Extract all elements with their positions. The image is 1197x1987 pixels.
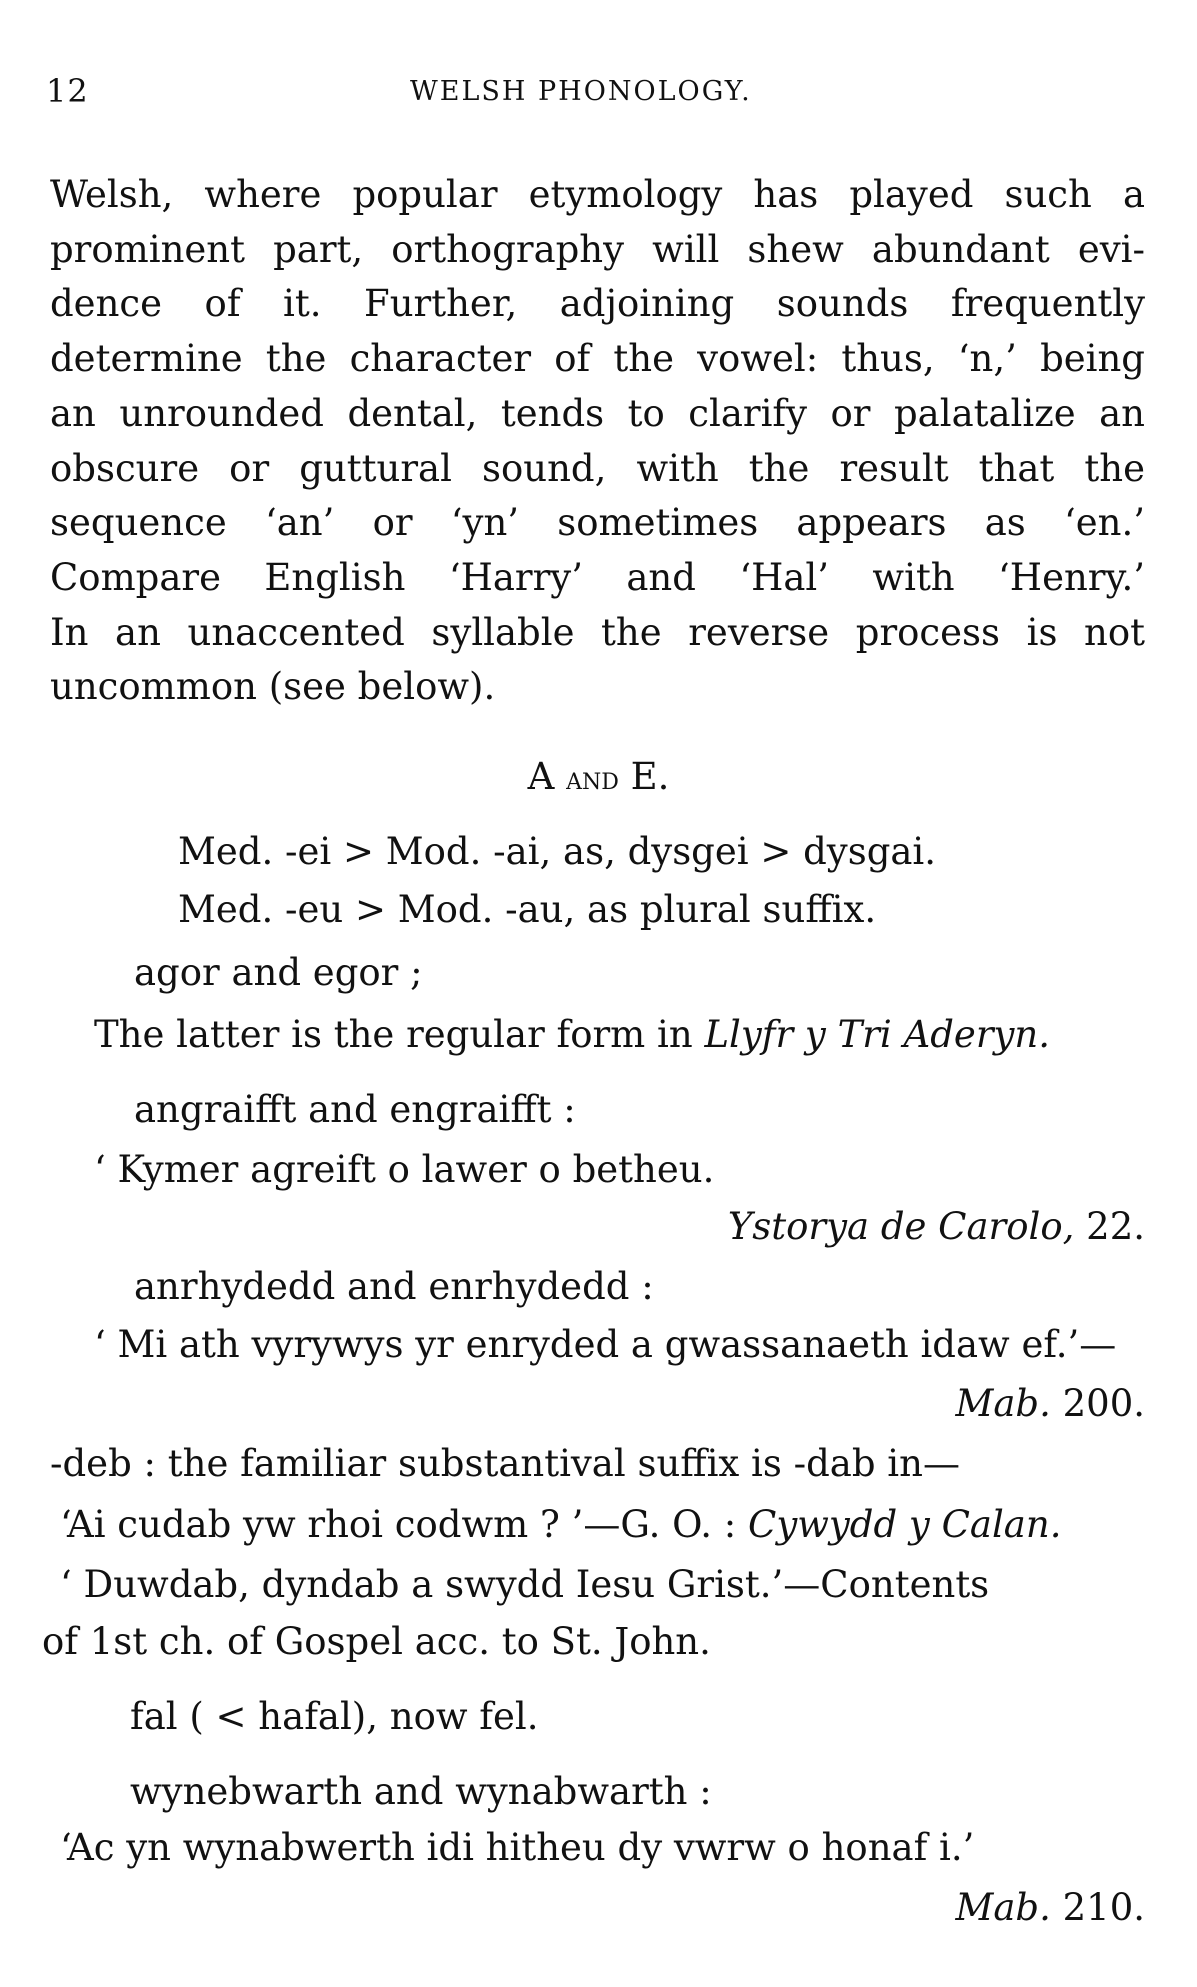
running-title: WELSH PHONOLOGY. — [410, 76, 752, 107]
quote-wynebwarth: ‘Ac yn wynabwerth idi hitheu dy vwrw o honaf i.’ — [60, 1826, 975, 1869]
entry-med-ei: Med. -ei > Mod. -ai, as, dysgei > dysgai. — [178, 830, 937, 873]
entry-agor-note — [94, 1013, 1050, 1056]
entry-deb: -deb : the familiar substantival suffix is -dab in— — [50, 1442, 960, 1485]
quote-deb-2: ‘ Duwdab, dyndab a swydd Iesu Grist.’—Contents — [60, 1563, 990, 1606]
entry-wynebwarth: wynebwarth and wynabwarth : — [130, 1770, 712, 1813]
section-heading — [0, 755, 1197, 798]
citation-title: Mab. — [955, 1886, 1051, 1929]
quote-anrhydedd: ‘ Mi ath vyrywys yr enryded a gwassanaeth idaw ef.’— — [94, 1323, 1117, 1366]
citation-page: 22. — [1086, 1205, 1145, 1248]
page-number: 12 — [46, 72, 89, 110]
quote-text: ‘Ai cudab yw rhoi codwm ? ’—G. O. : — [60, 1503, 749, 1546]
note-text: The latter is the regular form in — [94, 1013, 705, 1056]
intro-paragraph — [50, 168, 1145, 715]
citation-anrhydedd — [955, 1382, 1145, 1425]
heading-a: A — [527, 755, 555, 798]
paragraph-line: determine the character of the vowel: thus, ‘n,’ being — [50, 337, 1145, 381]
citation-title: Mab. — [955, 1382, 1051, 1425]
paragraph-line: obscure or guttural sound, with the result that the — [50, 446, 1145, 490]
poem-title: Cywydd y Calan. — [748, 1503, 1062, 1546]
entry-anrhydedd: anrhydedd and enrhydedd : — [134, 1265, 654, 1308]
entry-fal: fal ( < hafal), now fel. — [130, 1695, 539, 1738]
paragraph-line: dence of it. Further, adjoining sounds frequently — [50, 282, 1145, 326]
quote-angraifft: ‘ Kymer agreift o lawer o betheu. — [94, 1148, 715, 1191]
paragraph-line: In an unaccented syllable the reverse process is not — [50, 610, 1145, 654]
heading-and: and — [566, 761, 619, 797]
paragraph-line: Welsh, where popular etymology has played such a — [50, 173, 1145, 216]
citation-wynebwarth — [955, 1886, 1145, 1929]
paragraph-line: uncommon (see below). — [50, 665, 496, 709]
entry-med-eu: Med. -eu > Mod. -au, as plural suffix. — [178, 888, 877, 931]
citation-angraifft — [728, 1205, 1145, 1248]
paragraph-line: sequence ‘an’ or ‘yn’ sometimes appears as ‘en.’ — [50, 501, 1145, 545]
citation-title: Ystorya de Carolo, — [727, 1205, 1075, 1248]
citation-page: 210. — [1062, 1886, 1145, 1929]
paragraph-line: prominent part, orthography will shew abundant evi- — [50, 227, 1145, 271]
paragraph-line: an unrounded dental, tends to clarify or palatalize an — [50, 391, 1145, 435]
book-title: Llyfr y Tri Aderyn. — [704, 1013, 1051, 1056]
entry-agor: agor and egor ; — [134, 951, 423, 994]
heading-e: E. — [630, 755, 670, 798]
citation-page: 200. — [1062, 1382, 1145, 1425]
paragraph-line: Compare English ‘Harry’ and ‘Hal’ with ‘Henry.’ — [50, 555, 1145, 599]
quote-deb-2-continued: of 1st ch. of Gospel acc. to St. John. — [42, 1620, 711, 1663]
entry-angraifft: angraifft and engraifft : — [134, 1088, 576, 1131]
quote-deb-1 — [60, 1503, 1061, 1546]
